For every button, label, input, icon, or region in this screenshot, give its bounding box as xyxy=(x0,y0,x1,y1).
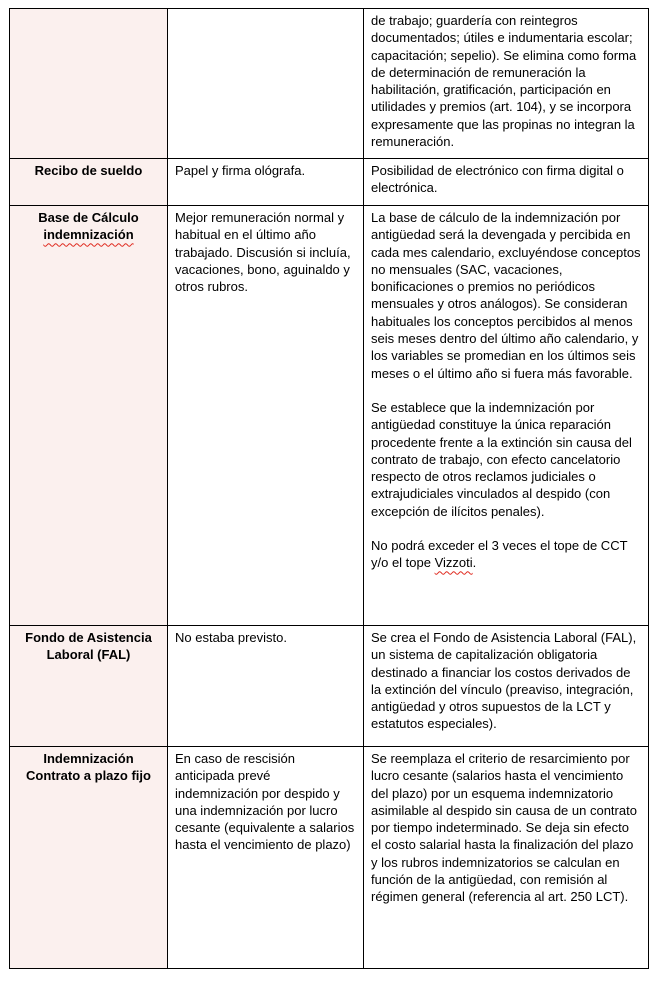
row-header-label: Fondo de Asistencia Laboral (FAL) xyxy=(25,630,152,663)
paragraph: Mejor remuneración normal y habitual en el último año trabajado. Discusión si incluía, vacaciones, bono, aguinaldo y otros rubros. xyxy=(175,210,351,295)
cell-r5-col3 xyxy=(364,747,649,969)
cell-r3-label xyxy=(10,206,168,626)
cell-r2-col2 xyxy=(168,159,364,206)
paragraph xyxy=(371,537,641,572)
paragraph: La base de cálculo de la indemnización por antigüedad será la devengada y percibida en cada mes calendario, excluyéndose conceptos no mensuales (SAC, vacaciones, bonificaciones o premios no periódicos mensuales y otros análogos). Se consideran habituales los conceptos percibidos al menos seis meses dentro del último año calendario, y los variables se promedian en los últimos seis meses o el último año si fuera más favorable. xyxy=(371,210,641,381)
cell-r3-col2 xyxy=(168,206,364,626)
cell-r2-label xyxy=(10,159,168,206)
cell-r5-label xyxy=(10,747,168,969)
text-segment: . xyxy=(472,555,477,571)
row-header-label: Indemnización Contrato a plazo fijo xyxy=(26,751,151,784)
table-row-continuation xyxy=(10,9,649,159)
row-header-label-line2-misspelled: indemnización xyxy=(43,227,134,243)
cell-r3-col3 xyxy=(364,206,649,626)
paragraph: En caso de rescisión anticipada prevé indemnización por despido y una indemnización por lucro cesante (equivalente a salarios hasta el vencimiento de plazo) xyxy=(175,751,355,853)
paragraph: de trabajo; guardería con reintegros documentados; útiles e indumentaria escolar; capacitación; sepelio). Se elimina como forma de determinación de remuneración la habilitación, gratificación, participación en utilidades y premios (art. 104), y se incorpora expresamente que las propinas no integran la remuneración. xyxy=(371,13,637,150)
cell-r2-col3 xyxy=(364,159,649,206)
row-header-label: Recibo de sueldo xyxy=(34,163,143,178)
paragraph: Posibilidad de electrónico con firma digital o electrónica. xyxy=(371,163,624,196)
comparison-table xyxy=(9,8,649,969)
paragraph: Se crea el Fondo de Asistencia Laboral (FAL), un sistema de capitalización obligatoria destinado a financiar los costos derivados de la extinción del vínculo (preaviso, integración, antigüedad y otros supuestos de la LCT y estatutos especiales). xyxy=(371,630,637,732)
paragraph: Se reemplaza el criterio de resarcimiento por lucro cesante (salarios hasta el vencimiento del plazo) por un esquema indemnizatorio asimilable al despido sin causa de un contrato por tiempo indeterminado. Se deja sin efecto el costo salarial hasta la finalización del plazo y los rubros indemnizatorios se calculan en función de la antigüedad, con remisión al régimen general (referencia al art. 250 LCT). xyxy=(371,751,637,905)
table-row-base-de-calculo xyxy=(10,206,649,626)
cell-r4-label xyxy=(10,626,168,747)
table-row-indemnizacion-plazo-fijo xyxy=(10,747,649,969)
table-row-recibo-de-sueldo xyxy=(10,159,649,206)
cell-r4-col2 xyxy=(168,626,364,747)
cell-r4-col3 xyxy=(364,626,649,747)
table-row-fondo-asistencia-laboral xyxy=(10,626,649,747)
cell-r1-col2 xyxy=(168,9,364,159)
cell-r1-label xyxy=(10,9,168,159)
text-segment: No podrá exceder el 3 veces el tope de CCT y/o el tope xyxy=(371,538,628,571)
paragraph: No estaba previsto. xyxy=(175,630,288,645)
cell-r1-col3 xyxy=(364,9,649,159)
paragraph: Papel y firma ológrafa. xyxy=(175,163,306,178)
cell-r5-col2 xyxy=(168,747,364,969)
row-header-label-line1: Base de Cálculo xyxy=(38,210,139,225)
paragraph: Se establece que la indemnización por antigüedad constituye la única reparación procedente frente a la extinción sin causa del contrato de trabajo, con efecto cancelatorio respecto de otros reclamos judiciales o extrajudiciales vinculados al despido (con excepción de ilícitos penales). xyxy=(371,399,632,519)
misspelled-word: Vizzoti xyxy=(434,555,473,571)
